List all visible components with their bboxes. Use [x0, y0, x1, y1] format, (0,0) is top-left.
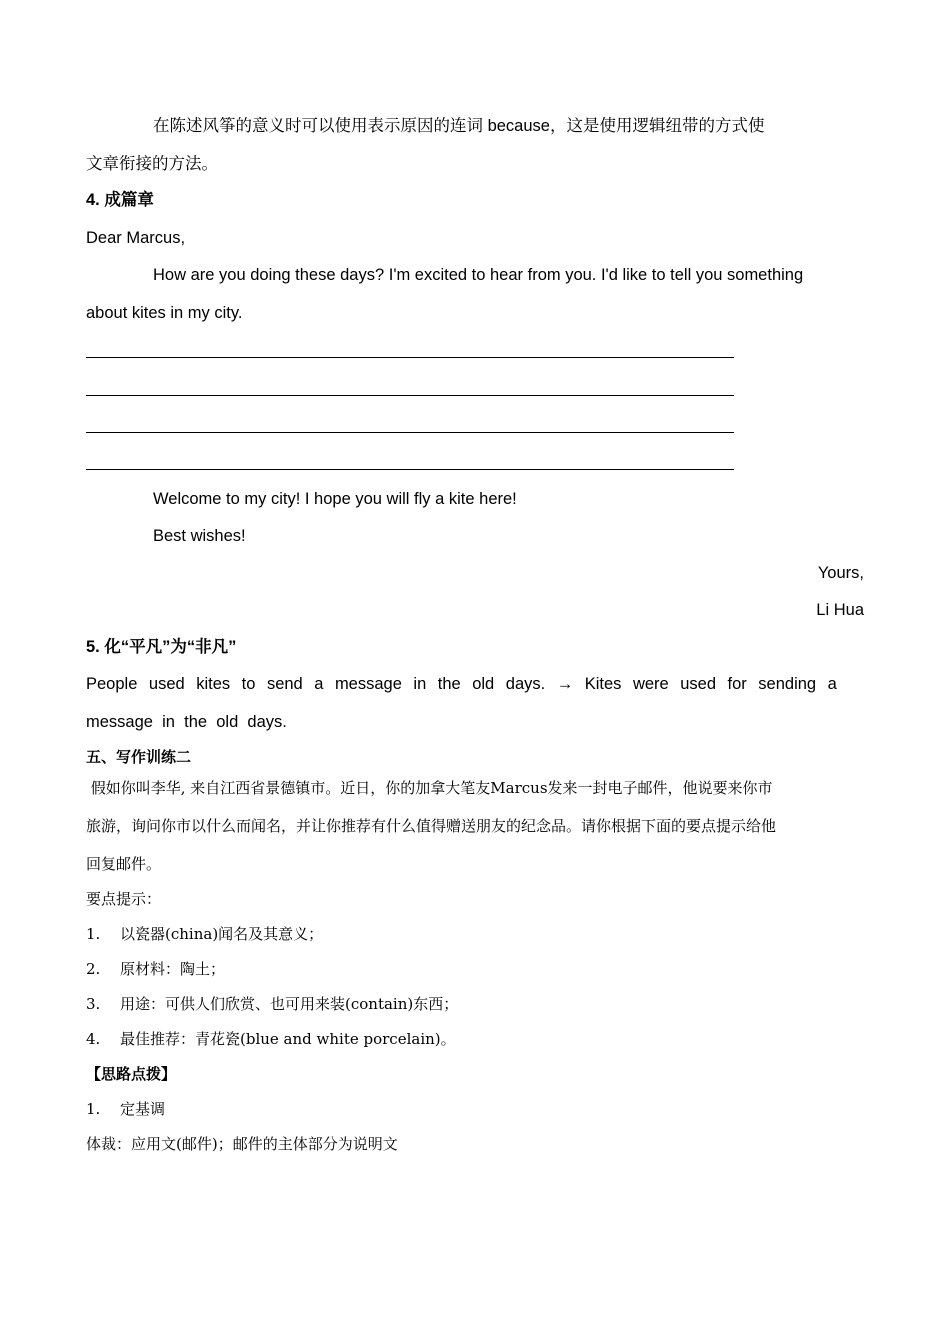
letter-closing-line-1: Welcome to my city! I hope you will fly a kite here! — [153, 490, 517, 508]
section-5-sentence-line-1 — [86, 676, 837, 693]
letter-salutation: Dear Marcus, — [86, 229, 186, 247]
sentence-word: for — [727, 675, 747, 693]
sentence-word: a — [314, 675, 324, 693]
sentence-word: Kites — [584, 675, 622, 693]
intro-line-1: 在陈述风筝的意义时可以使用表示原因的连词 because，这是使用逻辑纽带的方式使 — [153, 117, 765, 135]
sentence-word: used — [680, 675, 716, 693]
exercise-prompt-line-2: 旅游，询问你市以什么而闻名，并让你推荐有什么值得赠送朋友的纪念品。请你根据下面的要点提示给他 — [86, 817, 777, 835]
sentence-word: days. — [505, 675, 546, 693]
letter-closing-line-2: Best wishes! — [153, 527, 246, 545]
point-text: 最佳推荐：青花瓷(blue and white porcelain)。 — [120, 1030, 456, 1048]
step-number: 1. — [86, 1100, 101, 1118]
writing-line — [86, 469, 734, 470]
sentence-word: kites — [196, 675, 231, 693]
points-label: 要点提示： — [86, 890, 162, 908]
sentence-word: message — [334, 675, 402, 693]
sentence-word: were — [632, 675, 669, 693]
point-number: 1. — [86, 925, 101, 943]
letter-signoff: Yours, — [817, 564, 864, 582]
exercise-prompt-line-1: 假如你叫李华, 来自江西省景德镇市。近日，你的加拿大笔友Marcus发来一封电子邮件，他说要来你市 — [86, 779, 773, 797]
sentence-word: sending — [758, 675, 817, 693]
step-text: 定基调 — [120, 1100, 166, 1118]
sentence-word: used — [148, 675, 185, 693]
writing-line — [86, 432, 734, 433]
point-number: 4. — [86, 1030, 101, 1048]
section-5-sentence-line-2: message in the old days. — [86, 713, 287, 731]
arrow-icon: → — [556, 675, 574, 693]
sentence-word: send — [266, 675, 303, 693]
writing-line — [86, 395, 734, 396]
section-4-heading: 4. 成篇章 — [86, 191, 154, 209]
exercise-prompt-line-3: 回复邮件。 — [86, 855, 162, 873]
letter-signature: Li Hua — [816, 601, 864, 619]
exercise-title: 五、写作训练二 — [86, 748, 192, 766]
sentence-word: People — [86, 675, 138, 693]
intro-line-2: 文章衔接的方法。 — [86, 155, 218, 173]
sentence-word: a — [827, 675, 837, 693]
writing-line — [86, 357, 734, 358]
point-text: 以瓷器(china)闻名及其意义； — [120, 925, 324, 943]
sentence-word: in — [413, 675, 427, 693]
tips-label: 【思路点拨】 — [86, 1065, 177, 1083]
genre-line: 体裁：应用文(邮件)；邮件的主体部分为说明文 — [86, 1135, 398, 1153]
sentence-word: old — [472, 675, 495, 693]
point-number: 2. — [86, 960, 101, 978]
sentence-word: to — [241, 675, 256, 693]
point-text: 用途：可供人们欣赏、也可用来装(contain)东西； — [120, 995, 459, 1013]
point-number: 3. — [86, 995, 101, 1013]
sentence-word: the — [437, 675, 461, 693]
letter-body-line-1: How are you doing these days? I'm excited to hear from you. I'd like to tell you something — [153, 266, 804, 284]
section-5-heading: 5. 化“平凡”为“非凡” — [86, 638, 237, 656]
letter-body-line-2: about kites in my city. — [86, 304, 243, 322]
point-text: 原材料：陶土； — [120, 960, 226, 978]
